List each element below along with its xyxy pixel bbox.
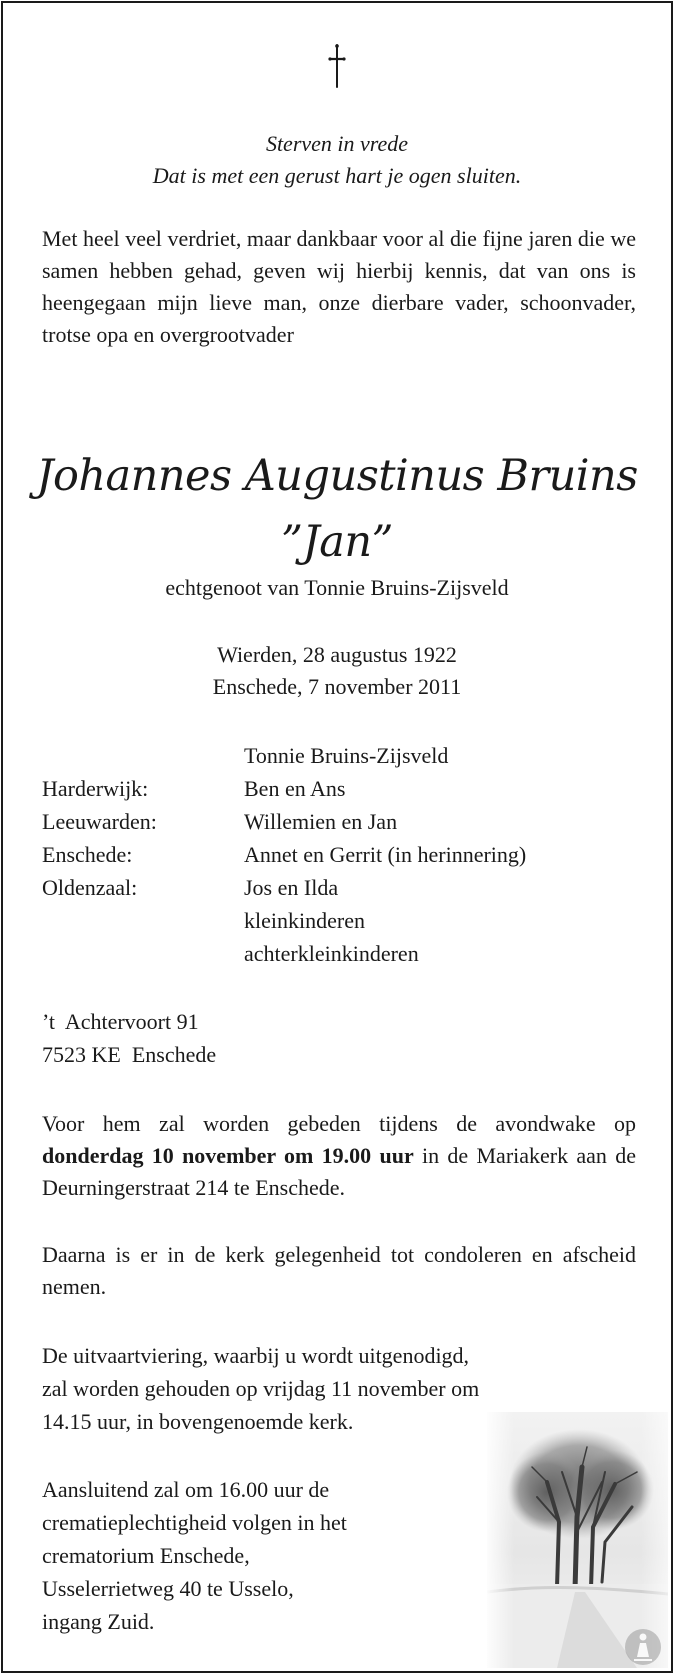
cremation-paragraph	[42, 1474, 482, 1639]
latin-cross-icon	[3, 43, 671, 98]
family-place: Harderwijk:	[42, 776, 149, 801]
family-names: Tonnie Bruins-Zijsveld	[244, 743, 449, 768]
funeral-line: De uitvaartviering, waarbij u wordt uitgenodigd,	[42, 1343, 470, 1368]
family-row	[42, 905, 526, 938]
full-name: Johannes Augustinus Bruins	[36, 451, 638, 501]
cremation-line: ingang Zuid.	[42, 1609, 155, 1634]
cremation-line: crematieplechtigheid volgen in het	[42, 1510, 347, 1535]
birth-line: Wierden, 28 augustus 1922	[217, 642, 457, 667]
motto	[3, 128, 671, 192]
memorial-logo-icon	[622, 1626, 664, 1668]
family-names: achterkleinkinderen	[244, 941, 419, 966]
vigil-text: Voor hem zal worden gebeden tijdens de avondwake op	[42, 1111, 636, 1136]
family-names: kleinkinderen	[244, 908, 365, 933]
funeral-paragraph	[42, 1340, 562, 1439]
family-names: Willemien en Jan	[244, 809, 398, 834]
condolence-paragraph: Daarna is er in de kerk gelegenheid tot condoleren en afscheid nemen.	[42, 1242, 636, 1299]
nickname: ”Jan”	[280, 517, 394, 567]
family-place: Oldenzaal:	[42, 875, 138, 900]
family-place: Enschede:	[42, 842, 133, 867]
funeral-line: 14.15 uur, in bovengenoemde kerk.	[42, 1409, 354, 1434]
motto-line: Dat is met een gerust hart je ogen sluiten.	[152, 163, 522, 188]
vigil-paragraph	[42, 1108, 636, 1204]
cremation-line: crematorium Enschede,	[42, 1543, 250, 1568]
spouse-line: echtgenoot van Tonnie Bruins-Zijsveld	[165, 575, 509, 600]
family-place	[42, 905, 244, 938]
family-row	[42, 872, 526, 905]
family-row	[42, 806, 526, 839]
cremation-line: Usselerrietweg 40 te Usselo,	[42, 1576, 294, 1601]
vigil-date-time: donderdag 10 november om 19.00 uur	[42, 1143, 414, 1168]
family-row	[42, 740, 526, 773]
family-place	[42, 740, 244, 773]
family-list	[42, 740, 526, 971]
motto-line: Sterven in vrede	[265, 131, 409, 156]
family-names: Jos en Ilda	[244, 875, 339, 900]
cremation-line: Aansluitend zal om 16.00 uur de	[42, 1477, 330, 1502]
home-address	[42, 1006, 216, 1072]
family-place	[42, 938, 244, 971]
family-row	[42, 773, 526, 806]
intro-text: Met heel veel verdriet, maar dankbaar voor al die fijne jaren die we samen hebben gehad, geven wij hierbij kennis, dat van ons is heengegaan mijn lieve man, onze dierbare vader, schoonvader, trotse opa en overgrootvader	[42, 226, 636, 347]
life-dates	[3, 639, 671, 703]
vigil-text: in de Mariakerk aan de Deurningerstraat 214 te Enschede.	[42, 1143, 636, 1200]
death-line: Enschede, 7 november 2011	[212, 674, 462, 699]
family-names: Annet en Gerrit (in herinnering)	[244, 842, 527, 867]
address-street: ’t Achtervoort 91	[42, 1009, 199, 1034]
deceased-name	[3, 443, 671, 575]
family-row	[42, 839, 526, 872]
family-place: Leeuwarden:	[42, 809, 157, 834]
family-names: Ben en Ans	[244, 776, 346, 801]
funeral-line: zal worden gehouden op vrijdag 11 november om	[42, 1376, 480, 1401]
address-postal: 7523 KE Enschede	[42, 1042, 217, 1067]
family-row	[42, 938, 526, 971]
